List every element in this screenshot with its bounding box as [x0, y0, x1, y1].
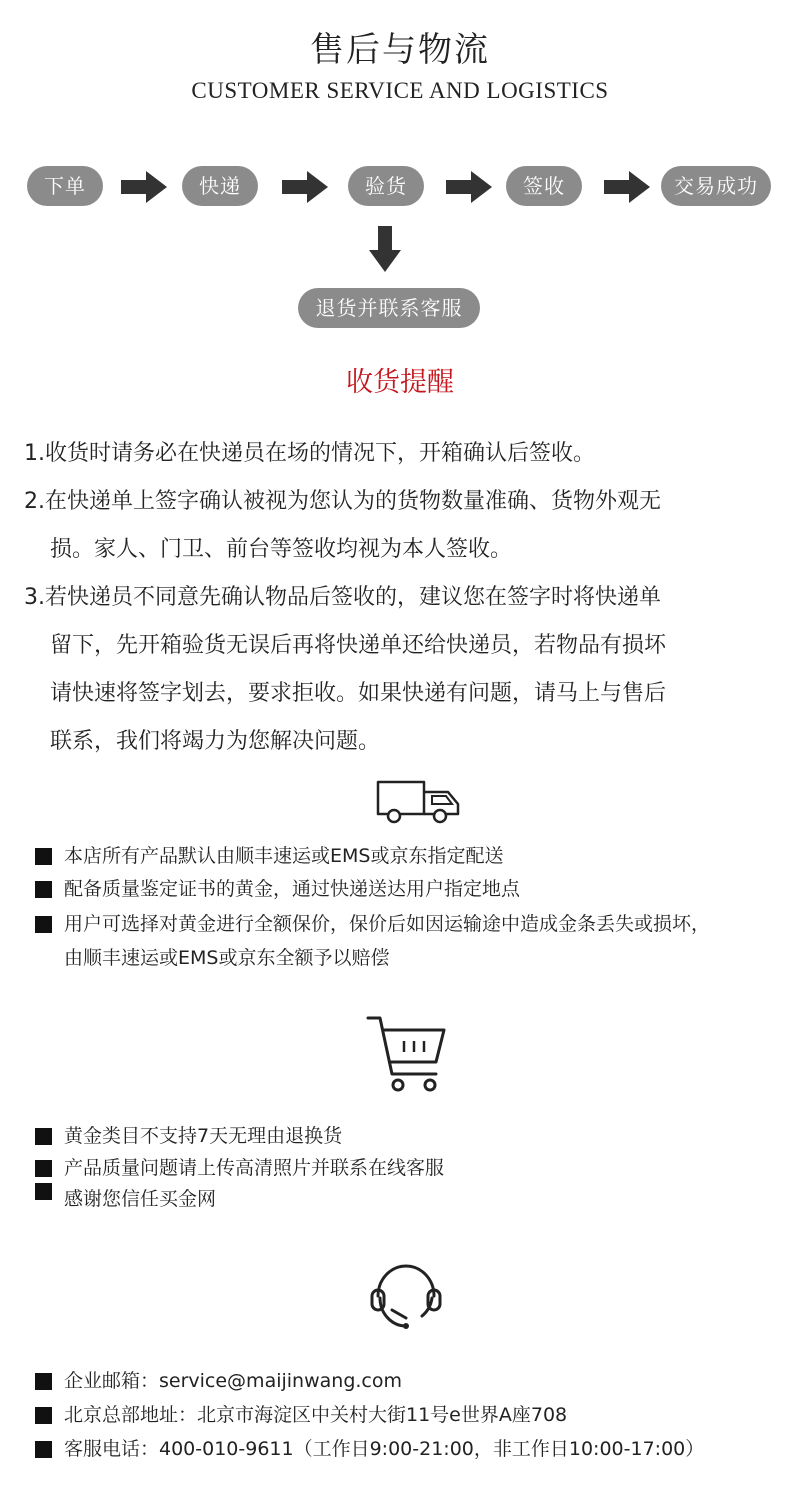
reminder-item-number: 1. [24, 441, 45, 466]
reminder-item-line: 在快递单上签字确认被视为您认为的货物数量准确、货物外观无 [45, 489, 662, 514]
truck-icon [372, 778, 464, 826]
shopping-cart-icon [366, 1014, 450, 1094]
arrow-right-icon [446, 171, 494, 203]
reminder-item-3-cont: 联系，我们将竭力为您解决问题。 [50, 729, 381, 754]
reminder-item-number: 2. [24, 489, 45, 514]
bullet-square-icon [35, 848, 52, 865]
reminder-item-3-cont: 留下，先开箱验货无误后再将快递单还给快递员，若物品有损坏 [50, 633, 667, 658]
reminder-item-line: 若快递员不同意先确认物品后签收的，建议您在签字时将快递单 [45, 585, 662, 610]
page-title: 售后与物流 [310, 30, 490, 70]
flow-step-done: 交易成功 [661, 166, 771, 206]
bullet-square-icon [35, 1373, 52, 1390]
page-subtitle: CUSTOMER SERVICE AND LOGISTICS [191, 78, 609, 103]
reminder-item-3-cont: 请快速将签字划去，要求拒收。如果快递有问题，请马上与售后 [50, 681, 667, 706]
arrow-right-icon [282, 171, 330, 203]
flow-step-express: 快递 [182, 166, 258, 206]
reminder-item-number: 3. [24, 585, 45, 610]
bullet-square-icon [35, 881, 52, 898]
arrow-right-icon [604, 171, 652, 203]
arrow-right-icon [121, 171, 169, 203]
bullet-square-icon [35, 1183, 52, 1200]
reminder-item-2-cont: 损。家人、门卫、前台等签收均视为本人签收。 [50, 537, 513, 562]
bullet-square-icon [35, 1160, 52, 1177]
reminder-item-3 [24, 574, 784, 621]
flow-step-return: 退货并联系客服 [298, 288, 480, 328]
flow-step-inspect: 验货 [348, 166, 424, 206]
bullet-square-icon [35, 1128, 52, 1145]
bullet-square-icon [35, 1441, 52, 1458]
reminder-title: 收货提醒 [346, 367, 454, 398]
arrow-down-icon [369, 226, 401, 272]
reminder-item-line: 收货时请务必在快递员在场的情况下，开箱确认后签收。 [45, 441, 596, 466]
flow-step-order: 下单 [27, 166, 103, 206]
flow-step-sign: 签收 [506, 166, 582, 206]
headset-icon [366, 1252, 446, 1336]
reminder-item-1 [24, 430, 784, 477]
bullet-square-icon [35, 916, 52, 933]
bullet-square-icon [35, 1407, 52, 1424]
reminder-item-2 [24, 478, 784, 525]
